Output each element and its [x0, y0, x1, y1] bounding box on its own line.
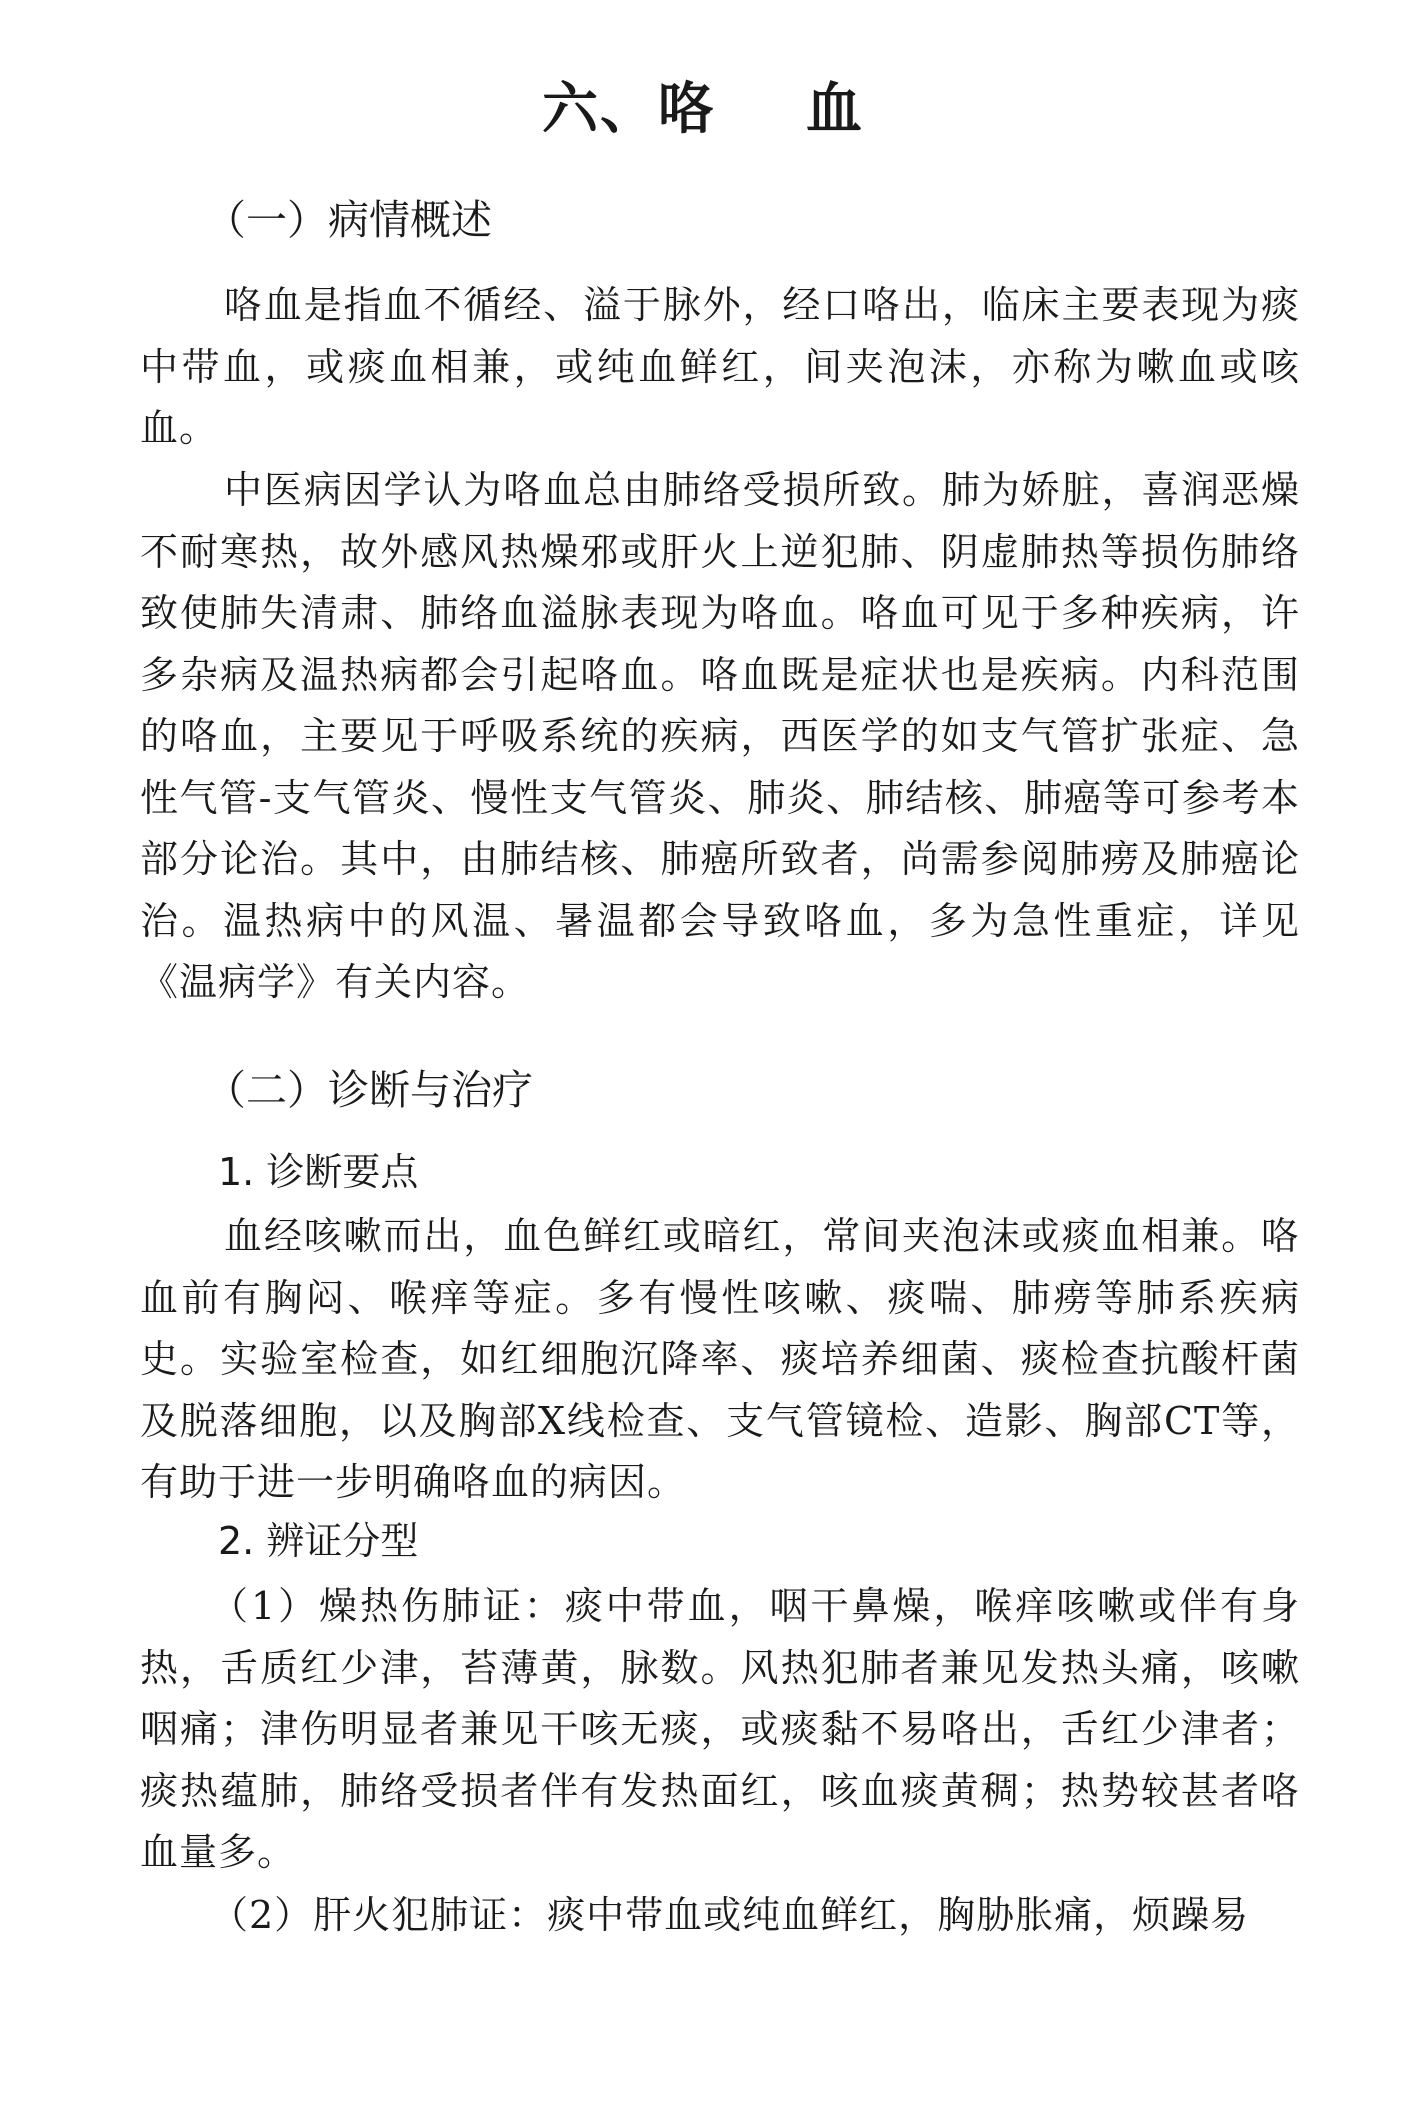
paragraph-syndrome-2: （2）肝火犯肺证：痰中带血或纯血鲜红，胸胁胀痛，烦躁易 — [210, 1893, 1250, 1937]
chapter-title-number: 六、咯 — [542, 77, 716, 142]
paragraph-diagnosis: 血经咳嗽而出，血色鲜红或暗红，常间夹泡沫或痰血相兼。咯血前有胸闷、喉痒等症。多有慢性咳嗽、痰喘、肺痨等肺系疾病史。实验室检查，如红细胞沉降率、痰培养细菌、痰检查抗酸杆菌及脱落细胞，以及胸部X线检查、支气管镜检、造影、胸部CT等，有助于进一步明确咯血的病因。 — [140, 1214, 1300, 1504]
section-heading-overview: （一）病情概述 — [205, 196, 492, 244]
paragraph-syndrome-1: （1）燥热伤肺证：痰中带血，咽干鼻燥，喉痒咳嗽或伴有身热，舌质红少津，苔薄黄，脉数。风热犯肺者兼见发热头痛，咳嗽咽痛；津伤明显者兼见干咳无痰，或痰黏不易咯出，舌红少津者；痰热蕴肺，肺络受损者伴有发热面红，咳血痰黄稠；热势较甚者咯血量多。 — [140, 1584, 1300, 1874]
chapter-title — [0, 70, 1406, 150]
chapter-title-word: 血 — [806, 77, 864, 142]
section-heading-diagnosis-treatment: （二）诊断与治疗 — [205, 1066, 533, 1114]
subheading-diagnosis-points: 1. 诊断要点 — [218, 1150, 419, 1194]
subheading-syndrome-types: 2. 辨证分型 — [218, 1519, 419, 1563]
paragraph-definition: 咯血是指血不循经、溢于脉外，经口咯出，临床主要表现为痰中带血，或痰血相兼，或纯血鲜红，间夹泡沫，亦称为嗽血或咳血。 — [140, 283, 1300, 450]
paragraph-etiology: 中医病因学认为咯血总由肺络受损所致。肺为娇脏，喜润恶燥不耐寒热，故外感风热燥邪或肝火上逆犯肺、阴虚肺热等损伤肺络致使肺失清肃、肺络血溢脉表现为咯血。咯血可见于多种疾病，许多杂病及温热病都会引起咯血。咯血既是症状也是疾病。内科范围的咯血，主要见于呼吸系统的疾病，西医学的如支气管扩张症、急性气管-支气管炎、慢性支气管炎、肺炎、肺结核、肺癌等可参考本部分论治。其中，由肺结核、肺癌所致者，尚需参阅肺痨及肺癌论治。温热病中的风温、暑温都会导致咯血，多为急性重症，详见《温病学》有关内容。 — [140, 468, 1300, 1004]
